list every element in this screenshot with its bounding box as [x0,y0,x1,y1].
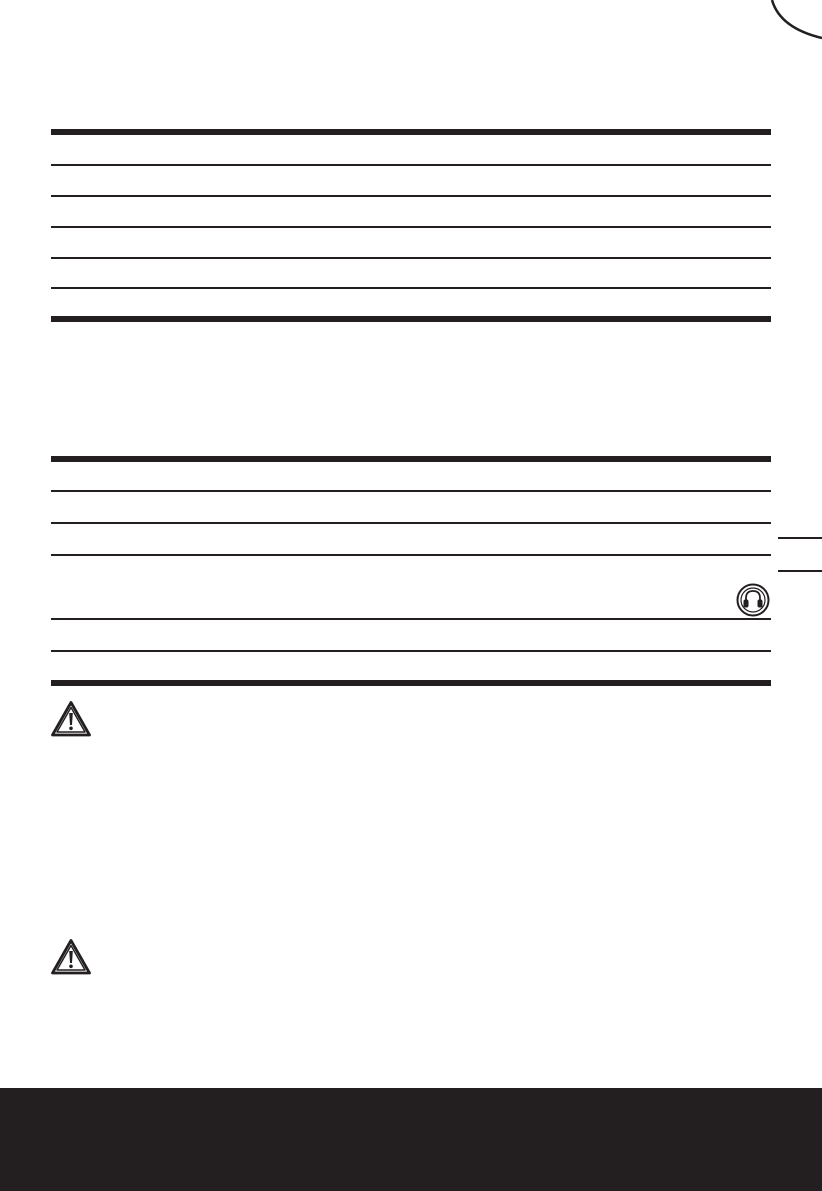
table-row-divider [51,522,771,524]
table-bottom-rule [51,316,771,322]
table-row-divider [51,490,771,492]
table-top-rule [51,129,771,135]
side-tab-rule-top [778,537,822,539]
table-row-divider [51,287,771,289]
ear-protection-icon [736,583,770,617]
table-top-rule [51,456,771,462]
table-row-divider [51,618,771,620]
table-row-divider [51,164,771,166]
table-bottom-rule [51,680,771,686]
table-row-divider [51,226,771,228]
table-row-divider [51,650,771,652]
side-tab-rule-bottom [778,570,822,572]
footer-band [0,1088,822,1191]
spec-table-1 [51,129,771,324]
table-row-divider [51,554,771,556]
table-row-divider [51,195,771,197]
spec-table-2 [51,456,771,688]
page-corner-arc [0,0,822,80]
warning-triangle-icon [50,700,92,738]
table-row-divider [51,257,771,259]
warning-triangle-icon [50,938,92,976]
